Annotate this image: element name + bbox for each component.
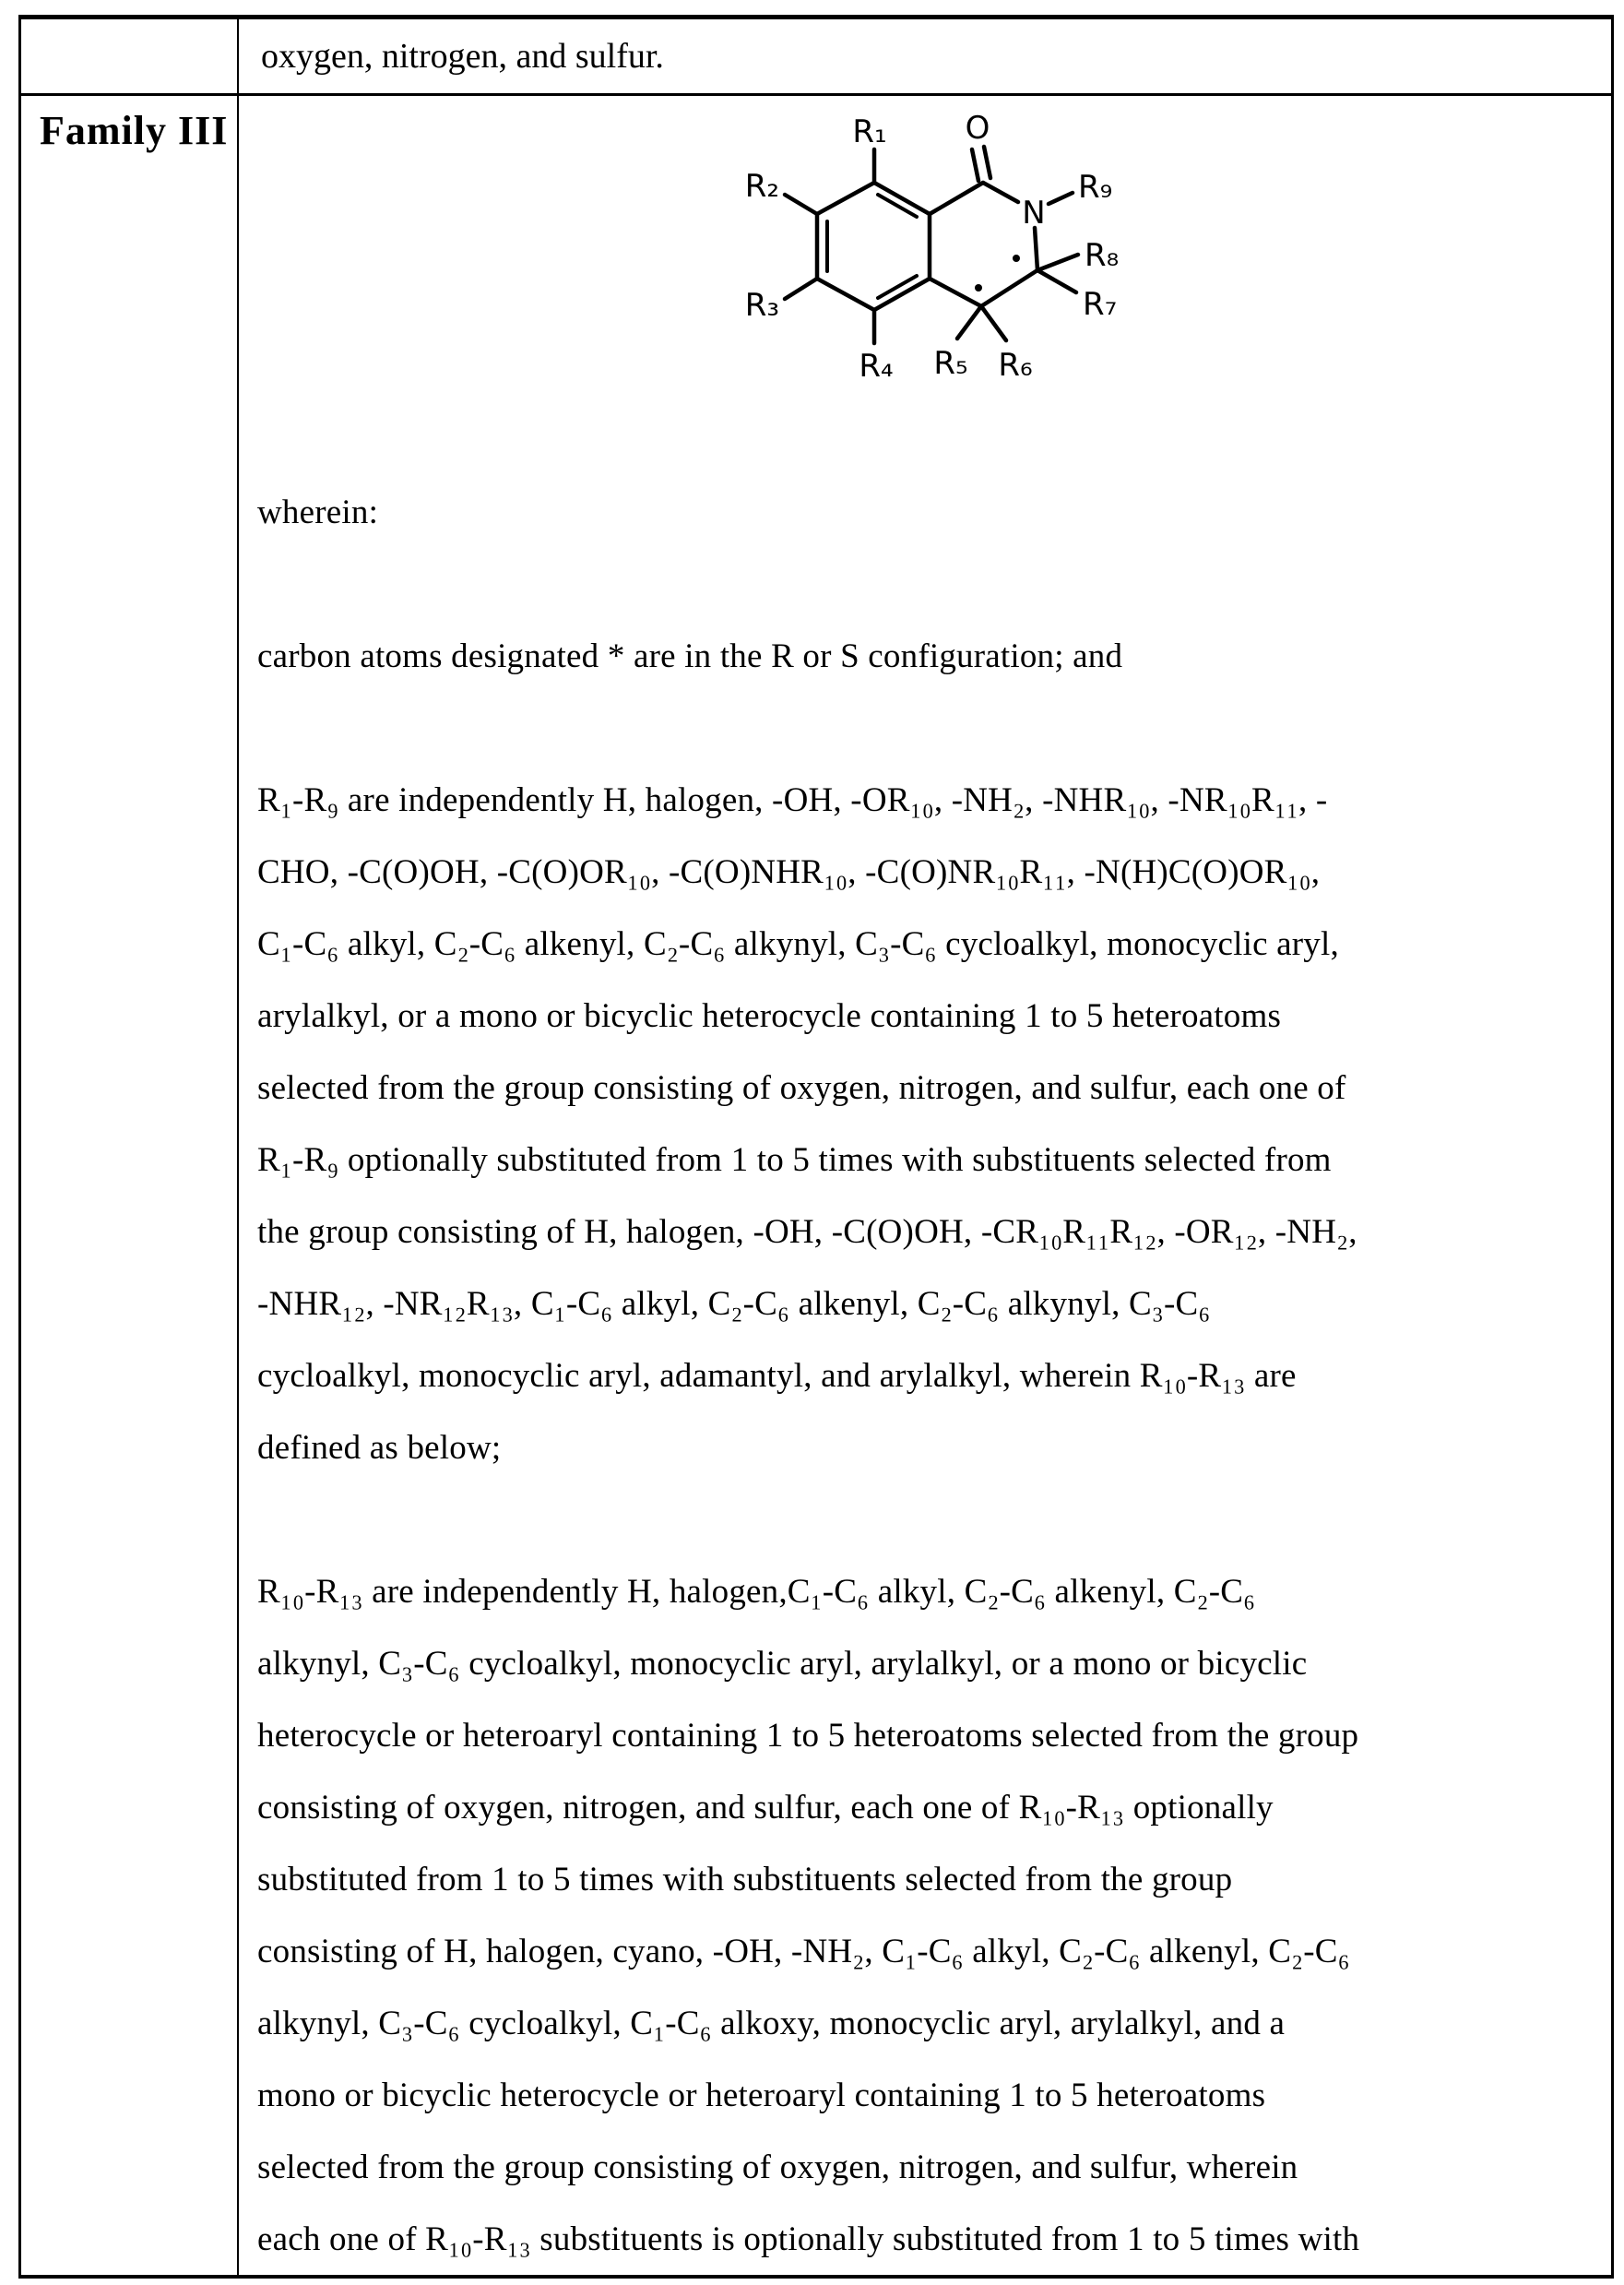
nitrogen-label: N <box>1022 195 1046 232</box>
text-line: alkynyl, C₃-C₆ cycloalkyl, monocyclic aryl, arylalkyl, or a mono or bicyclic <box>257 1644 1308 1683</box>
chemical-structure <box>239 96 1611 476</box>
text-line: selected from the group consisting of oxygen, nitrogen, and sulfur, each one of <box>257 1068 1346 1107</box>
stereo-asterisk <box>1013 255 1020 262</box>
continuation-text: oxygen, nitrogen, and sulfur. <box>261 37 664 76</box>
text-line: mono or bicyclic heterocycle or heteroaryl containing 1 to 5 heteroatoms <box>257 2076 1266 2114</box>
table-row-family-iii <box>21 96 1611 2275</box>
text-line: each one of R₁₀-R₁₃ substituents is optionally substituted from 1 to 5 times with <box>257 2220 1360 2258</box>
empty-label-cell <box>21 19 239 93</box>
substituent-label-r7: R₇ <box>1083 286 1118 323</box>
text-line: alkynyl, C₃-C₆ cycloalkyl, C₁-C₆ alkoxy, monocyclic aryl, arylalkyl, and a <box>257 2004 1286 2042</box>
bond-r3 <box>785 279 817 299</box>
text-line: the group consisting of H, halogen, -OH, -C(O)OH, -CR₁₀R₁₁R₁₂, -OR₁₂, -NH₂, <box>257 1212 1357 1251</box>
bond-r9 <box>1049 193 1073 204</box>
paragraph-gap <box>239 1483 1611 1555</box>
bond-r7 <box>1037 270 1076 292</box>
text-line: R₁-R₉ optionally substituted from 1 to 5 times with substituents selected from <box>257 1140 1332 1179</box>
paragraph-gap <box>239 548 1611 620</box>
substituent-label-r8: R₈ <box>1085 237 1120 274</box>
text-line: arylalkyl, or a mono or bicyclic heterocycle containing 1 to 5 heteroatoms <box>257 996 1282 1035</box>
text-line: substituted from 1 to 5 times with substituents selected from the group <box>257 1860 1233 1898</box>
table-row-continuation <box>21 19 1611 96</box>
text-line-carbon: carbon atoms designated * are in the R or S configuration; and <box>257 637 1123 675</box>
bond-r6 <box>981 306 1006 340</box>
bond <box>930 183 983 214</box>
text-line: defined as below; <box>257 1428 502 1467</box>
bond <box>930 279 981 306</box>
text-line: -NHR₁₂, -NR₁₂R₁₃, C₁-C₆ alkyl, C₂-C₆ alkenyl, C₂-C₆ alkynyl, C₃-C₆ <box>257 1284 1211 1323</box>
substituent-label-r4: R₄ <box>859 348 894 385</box>
bond <box>981 270 1037 306</box>
text-line: consisting of oxygen, nitrogen, and sulfur, each one of R₁₀-R₁₃ optionally <box>257 1788 1274 1827</box>
substituent-label-r6: R₆ <box>998 347 1033 384</box>
paragraph-gap <box>239 692 1611 764</box>
bond-r5 <box>957 306 981 339</box>
carbonyl-double-bond <box>972 149 978 181</box>
text-line-wherein: wherein: <box>257 493 379 531</box>
text-line: C₁-C₆ alkyl, C₂-C₆ alkenyl, C₂-C₆ alkynyl, C₃-C₆ cycloalkyl, monocyclic aryl, <box>257 924 1339 963</box>
bond-r2 <box>785 195 817 214</box>
bond <box>817 279 874 310</box>
family-label: Family III <box>40 108 229 153</box>
carbonyl-double-bond <box>984 147 990 178</box>
stereo-asterisk <box>975 284 982 292</box>
structure-diagram <box>694 101 1156 452</box>
family-label-cell <box>21 96 239 2275</box>
substituent-label-r1: R₁ <box>852 113 887 150</box>
bond <box>983 183 1018 202</box>
text-line: R₁₀-R₁₃ are independently H, halogen,C₁-C₆ alkyl, C₂-C₆ alkenyl, C₂-C₆ <box>257 1572 1256 1611</box>
text-line: heterocycle or heteroaryl containing 1 to 5 heteroatoms selected from the group <box>257 1716 1359 1755</box>
substituent-label-r3: R₃ <box>744 287 779 324</box>
text-line: CHO, -C(O)OH, -C(O)OR₁₀, -C(O)NHR₁₀, -C(O)NR₁₀R₁₁, -N(H)C(O)OR₁₀, <box>257 852 1321 891</box>
substituent-label-r5: R₅ <box>933 345 968 382</box>
oxygen-label: O <box>965 110 990 147</box>
text-line: consisting of H, halogen, cyano, -OH, -NH₂, C₁-C₆ alkyl, C₂-C₆ alkenyl, C₂-C₆ <box>257 1932 1350 1970</box>
substituent-label-r2: R₂ <box>744 168 779 205</box>
bond <box>817 183 874 214</box>
bond-r8 <box>1037 255 1078 270</box>
substituent-label-r9: R₉ <box>1078 169 1113 206</box>
text-line: R₁-R₉ are independently H, halogen, -OH, -OR₁₀, -NH₂, -NHR₁₀, -NR₁₀R₁₁, - <box>257 780 1328 819</box>
text-line: cycloalkyl, monocyclic aryl, adamantyl, and arylalkyl, wherein R₁₀-R₁₃ are <box>257 1356 1297 1395</box>
patent-table <box>18 15 1614 2279</box>
family-definition-cell <box>239 96 1611 2275</box>
bond <box>1035 228 1037 270</box>
text-line: selected from the group consisting of oxygen, nitrogen, and sulfur, wherein <box>257 2148 1298 2186</box>
